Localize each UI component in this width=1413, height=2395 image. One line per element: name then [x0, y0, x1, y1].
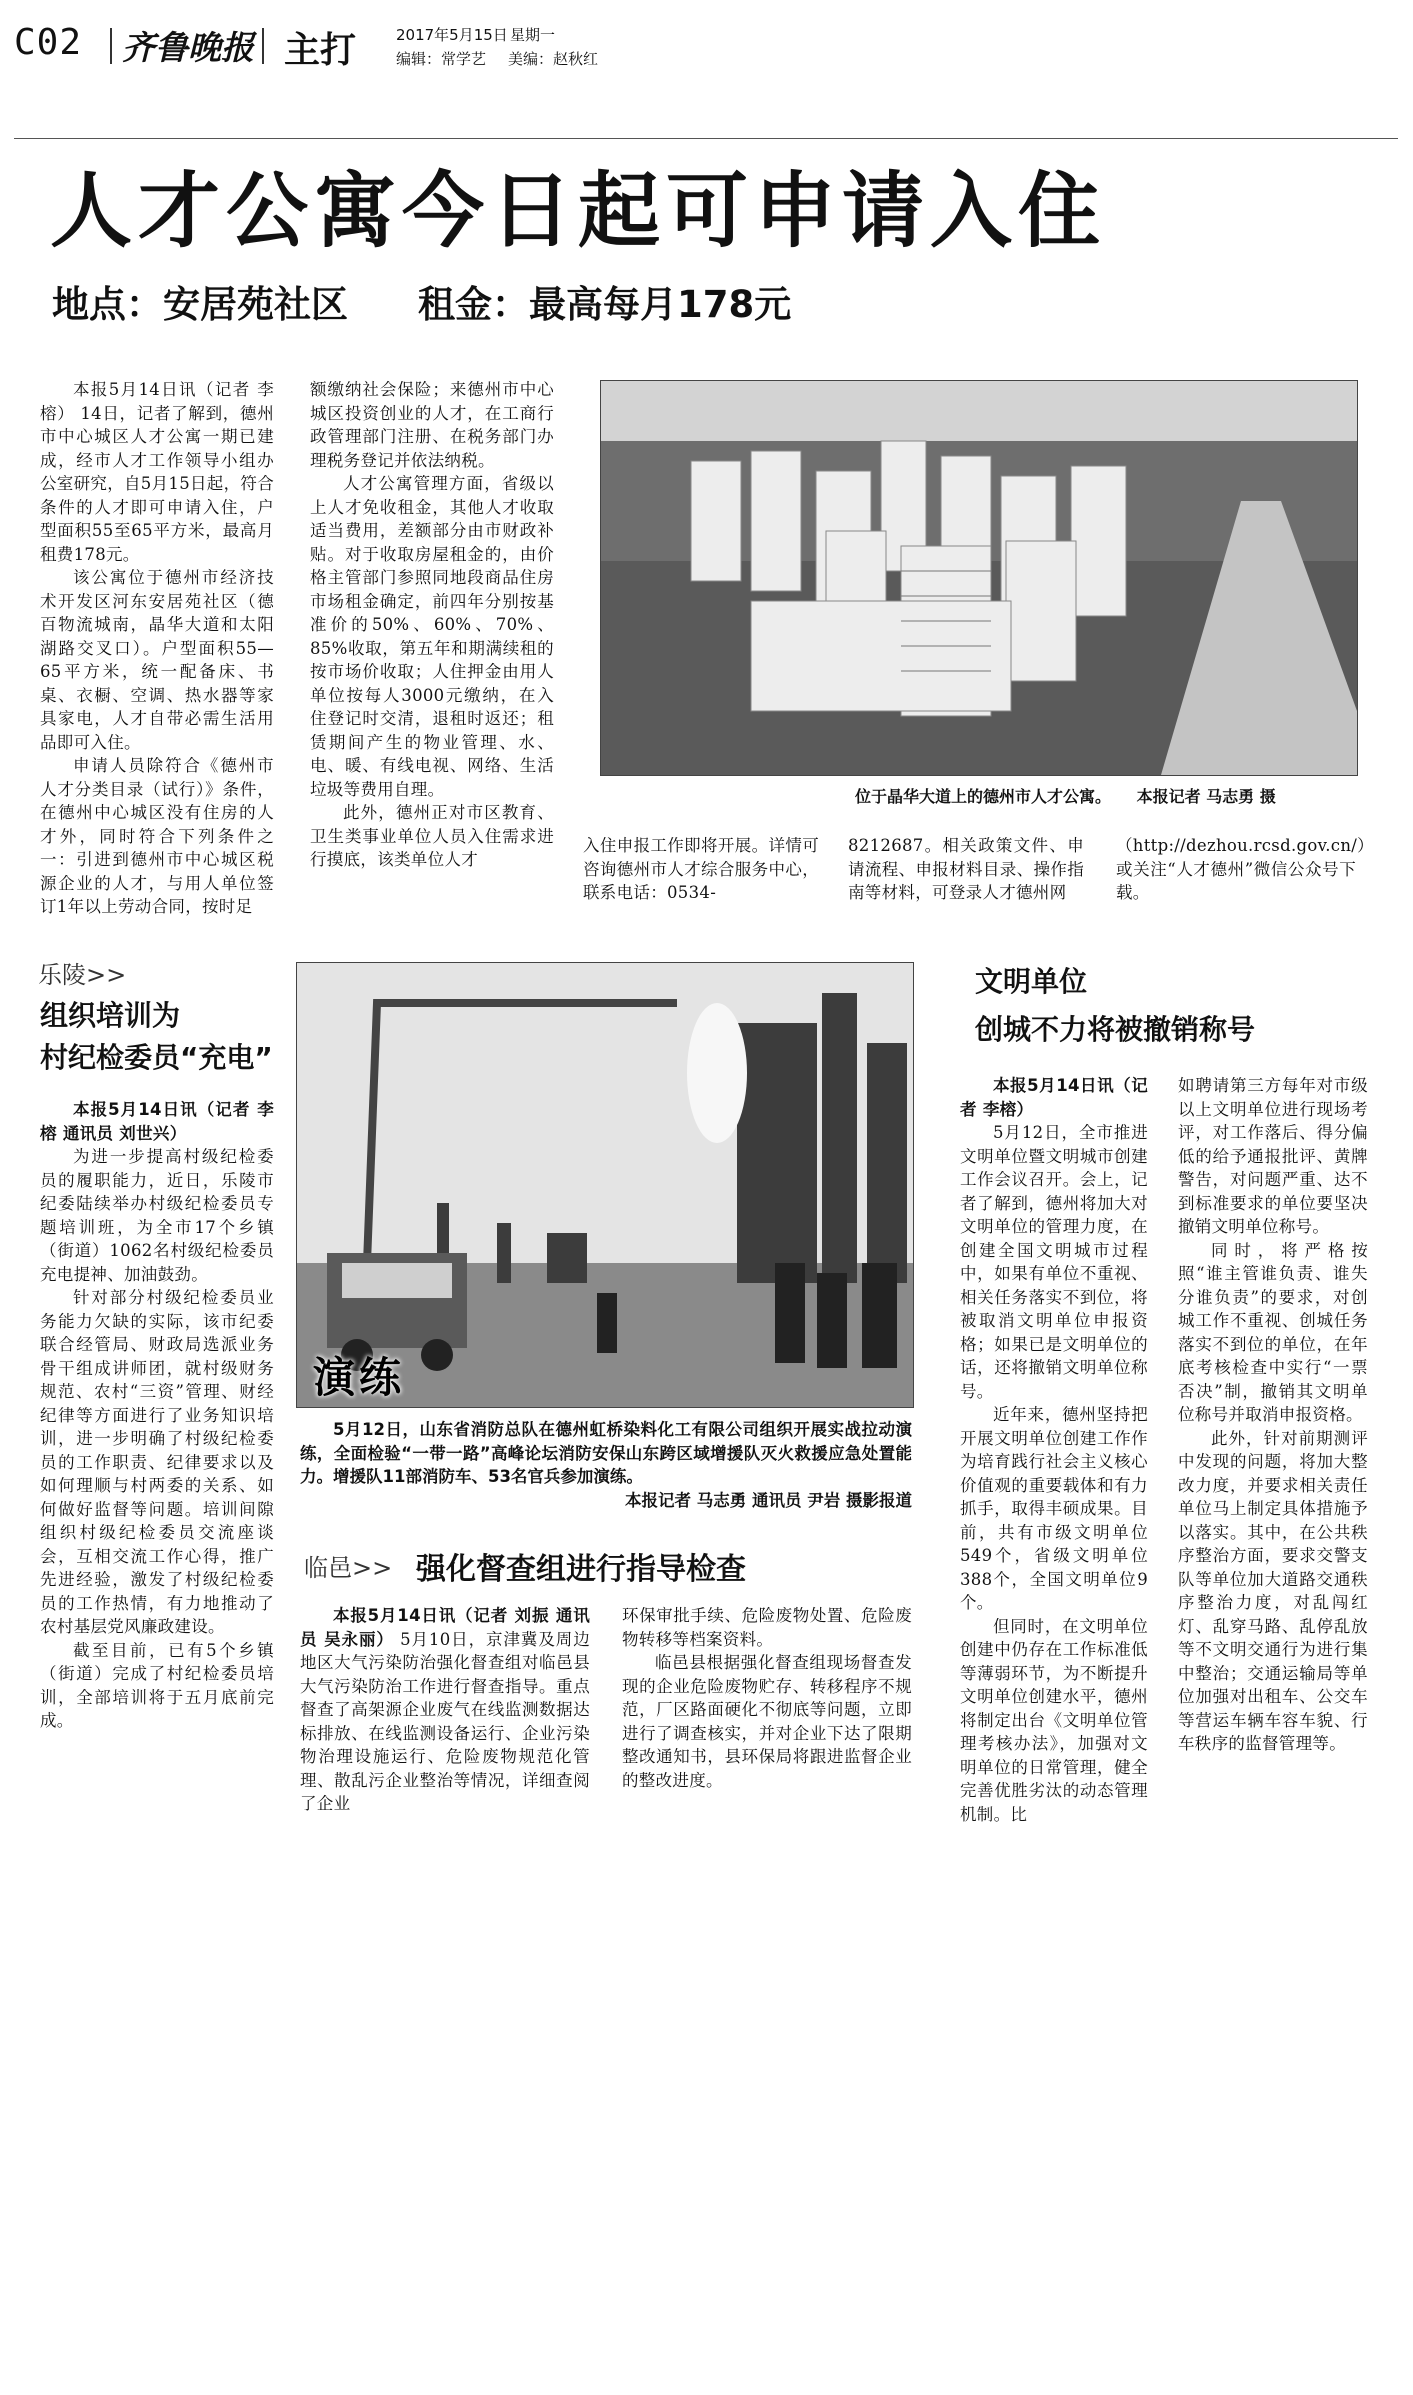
designer-credit: 美编：赵秋红 [508, 50, 599, 68]
laoling-headline-line2: 村纪检委员“充电” [40, 1041, 273, 1074]
paragraph: 本报5月14日讯（记者 李榕） 14日，记者了解到，德州市中心城区人才公寓一期已建成，经市人才工作领导小组办公室研究，自5月15日起，符合条件的人才即可申请入住，户型面积55至65平方米，最高月租费178元。 [40, 380, 274, 564]
paragraph: 额缴纳社会保险；来德州市中心城区投资创业的人才，在工商行政管理部门注册、在税务部门办理税务登记并依法纳税。 [310, 380, 554, 470]
laoling-byline: 本报5月14日讯（记者 李榕 通讯员 刘世兴） [40, 1100, 274, 1143]
paragraph: 截至目前，已有5个乡镇（街道）完成了村纪检委员培训，全部培训将于五月底前完成。 [40, 1640, 274, 1730]
linyi-kicker: 临邑>> [304, 1554, 393, 1582]
paragraph: 此外，针对前期测评中发现的问题，将加大整改力度，并要求相关责任单位马上制定具体措施予以落实。其中，在公共秩序整治方面，要求交警支队等单位加大道路交通秩序整治力度，对乱闯红灯、乱穿马路、乱停乱放等不文明交通行为进行集中整治；交通运输局等单位加强对出租车、公交车等营运车辆车容车貌、行车秩序的监督管理等。 [1178, 1428, 1368, 1753]
photo-credit: 本报记者 马志勇 摄 [1136, 787, 1276, 806]
masthead-rule [14, 138, 1398, 139]
lead-column-2 [310, 378, 554, 872]
paragraph: 但同时，在文明单位创建中仍存在工作标准低等薄弱环节，为不断提升文明单位创建水平，德州将制定出台《文明单位管理考核办法》，加强对文明单位的日常管理，健全完善优胜劣汰的动态管理机制。比 [960, 1616, 1148, 1824]
linyi-byline: 本报5月14日讯（记者 刘振 通讯员 吴永丽） [300, 1606, 590, 1649]
lead-bottom-column-2 [848, 834, 1084, 905]
laoling-kicker: 乐陵>> [38, 961, 127, 989]
paragraph: 5月12日，全市推进文明单位暨文明城市创建工作会议召开。会上，记者了解到，德州将加大对文明单位的管理力度，在创建全国文明城市过程中，如果有单位不重视、相关任务落实不到位，将被取消文明单位申报资格；如果已是文明单位的话，还将撤销文明单位称号。 [960, 1123, 1148, 1401]
paragraph: 此外，德州正对市区教育、卫生类事业单位人员入住需求进行摸底，该类单位人才 [310, 803, 554, 869]
issue-weekday: 星期一 [510, 26, 556, 44]
wenming-column-1 [960, 1074, 1148, 1826]
editor-credit: 编辑：常学艺 [396, 50, 487, 68]
laoling-body [40, 1098, 274, 1733]
drill-caption [300, 1418, 912, 1512]
drill-photo-image [297, 963, 913, 1407]
laoling-headline-line1: 组织培训为 [40, 999, 181, 1032]
linyi-column-1 [300, 1604, 590, 1816]
paragraph: （http://dezhou.rcsd.gov.cn/）或关注“人才德州”微信公众号下载。 [1116, 836, 1374, 902]
apartment-photo-caption [855, 784, 1276, 807]
paragraph: 人才公寓管理方面，省级以上人才免收租金，其他人才收取适当费用，差额部分由市财政补贴。对于收取房屋租金的，由价格主管部门参照同地段商品住房市场租金确定，前四年分别按基准价的50%、60%、70%、85%收取，第五年和期满续租的按市场价收取；人住押金由用人单位按每人3000元缴纳，在入住登记时交清，退租时返还；租赁期间产生的物业管理、水、电、暖、有线电视、网络、生活垃圾等费用自理。 [310, 474, 554, 799]
wenming-byline: 本报5月14日讯（记者 李榕） [960, 1076, 1148, 1119]
paragraph: 近年来，德州坚持把开展文明单位创建工作作为培育践行社会主义核心价值观的重要载体和有力抓手，取得丰硕成果。目前，共有市级文明单位549个，省级文明单位388个，全国文明单位9个。 [960, 1405, 1148, 1612]
drill-photo [296, 962, 914, 1408]
paragraph: 申请人员除符合《德州市人才分类目录（试行）》条件，在德州中心城区没有住房的人才外，同时符合下列条件之一：引进到德州市中心城区税源企业的人才，与用人单位签订1年以上劳动合同，按时足 [40, 756, 274, 916]
lead-bottom-column-1 [583, 834, 819, 905]
paragraph: 为进一步提高村级纪检委员的履职能力，近日，乐陵市纪委陆续举办村级纪检委员专题培训班，为全市17个乡镇（街道）1062名村级纪检委员充电提神、加油鼓劲。 [40, 1147, 274, 1284]
lead-bottom-column-3 [1116, 834, 1374, 905]
linyi-column-2 [622, 1604, 912, 1792]
wenming-headline-line2: 创城不力将被撤销称号 [975, 1013, 1256, 1046]
wenming-headline-line1: 文明单位 [975, 965, 1088, 998]
section-name: 主打 [284, 30, 357, 71]
photo-caption-text: 位于晶华大道上的德州市人才公寓。 [855, 787, 1112, 806]
paragraph: 该公寓位于德州市经济技术开发区河东安居苑社区（德百物流城南，晶华大道和太阳湖路交叉口）。户型面积55—65平方米，统一配备床、书桌、衣橱、空调、热水器等家具家电，人才自带必需生活用品即可入住。 [40, 568, 274, 752]
apartment-photo-image [601, 381, 1357, 775]
lead-headline: 人才公寓今日起可申请入住 [50, 164, 1107, 259]
drill-label: 演练 [313, 1353, 406, 1402]
linyi-headline: 强化督查组进行指导检查 [416, 1552, 746, 1587]
drill-credit: 本报记者 马志勇 通讯员 尹岩 摄影报道 [625, 1490, 912, 1510]
lead-column-1 [40, 378, 274, 919]
issue-date: 2017年5月15日 [396, 26, 508, 44]
lead-subhead-location: 地点：安居苑社区 [52, 283, 348, 326]
paragraph: 针对部分村级纪检委员业务能力欠缺的实际，该市纪委联合经管局、财政局选派业务骨干组成讲师团，就村级财务规范、农村“三资”管理、财经纪律等方面进行了业务知识培训，进一步明确了村级纪检委员的工作职责、纪律要求以及如何理顺与村两委的关系、如何做好监督等问题。培训间隙组织村级纪检委员交流座谈会，互相交流工作心得，推广先进经验，激发了村级纪检委员的工作热情，有力地推动了农村基层党风廉政建设。 [40, 1288, 274, 1636]
paragraph: 同时，将严格按照“谁主管谁负责、谁失分谁负责”的要求，对创城工作不重视、创城任务落实不到位的单位，在年底考核检查中实行“一票否决”制，撤销其文明单位称号并取消申报资格。 [1178, 1240, 1368, 1424]
masthead [0, 0, 1413, 140]
apartment-photo [600, 380, 1358, 776]
paragraph: 入住申报工作即将开展。详情可咨询德州市人才综合服务中心，联系电话：0534- [583, 836, 819, 902]
masthead-divider [262, 28, 264, 64]
paragraph: 如聘请第三方每年对市级以上文明单位进行现场考评，对工作落后、得分偏低的给予通报批评、黄牌警告，对问题严重、达不到标准要求的单位要坚决撤销文明单位称号。 [1178, 1076, 1368, 1236]
page-number: C02 [14, 22, 83, 63]
masthead-divider [110, 28, 112, 64]
paragraph: 8212687。相关政策文件、申请流程、申报材料目录、操作指南等材料，可登录人才德州网 [848, 836, 1084, 902]
drill-caption-text: 5月12日，山东省消防总队在德州虹桥染料化工有限公司组织开展实战拉动演练，全面检验“一带一路”高峰论坛消防安保山东跨区域增援队灭火救援应急处置能力。增援队11部消防车、53名官兵参加演练。 [300, 1420, 912, 1486]
paragraph: 环保审批手续、危险废物处置、危险废物转移等档案资料。 [622, 1606, 912, 1649]
lead-subhead-rent: 租金：最高每月178元 [418, 283, 792, 326]
paragraph: 临邑县根据强化督查组现场督查发现的企业危险废物贮存、转移程序不规范，厂区路面硬化不彻底等问题，立即进行了调查核实，并对企业下达了限期整改通知书，县环保局将跟进监督企业的整改进度。 [622, 1653, 912, 1790]
linyi-lead-text: 5月10日，京津冀及周边地区大气污染防治强化督查组对临邑县大气污染防治工作进行督查指导。重点督查了高架源企业废气在线监测数据达标排放、在线监测设备运行、企业污染物治理设施运行、危险废物规范化管理、散乱污企业整治等情况，详细查阅了企业 [300, 1629, 591, 1813]
paragraph [300, 1604, 590, 1816]
paper-name: 齐鲁晚报 [122, 28, 254, 67]
wenming-column-2 [1178, 1074, 1368, 1756]
